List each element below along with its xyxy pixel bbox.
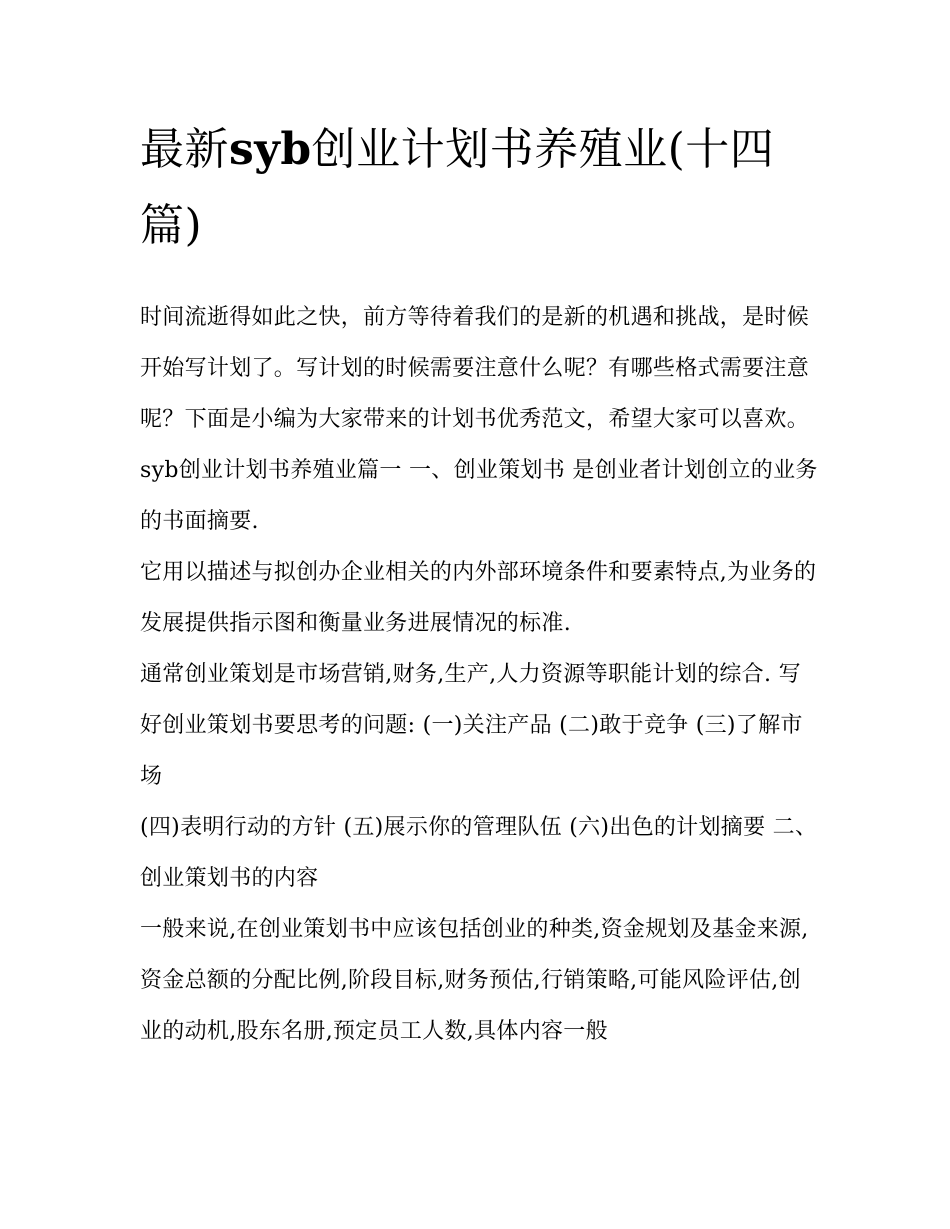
paragraph-purpose: 它用以描述与拟创办企业相关的内外部环境条件和要素特点,为业务的发展提供指示图和衡量业务进展情况的标准.	[140, 560, 817, 636]
paragraph-section-one: syb创业计划书养殖业篇一 一、创业策划书 是创业者计划创立的业务的书面摘要.	[140, 458, 818, 534]
paragraph-contents: 一般来说,在创业策划书中应该包括创业的种类,资金规划及基金来源,资金总额的分配比例,阶段目标,财务预估,行销策略,可能风险评估,创业的动机,股东名册,预定员工人数,具体内容一般	[140, 917, 809, 1044]
document-page	[140, 112, 820, 1057]
paragraph-questions: 通常创业策划是市场营销,财务,生产,人力资源等职能计划的综合. 写好创业策划书要思考的问题: (一)关注产品 (二)敢于竞争 (三)了解市场	[140, 662, 803, 789]
document-title: 最新syb创业计划书养殖业(十四篇)	[140, 124, 775, 251]
paragraph-questions-cont: (四)表明行动的方针 (五)展示你的管理队伍 (六)出色的计划摘要 二、创业策划书的内容	[140, 815, 818, 891]
title-bold-fragment: syb	[229, 124, 312, 175]
paragraph-intro: 时间流逝得如此之快，前方等待着我们的是新的机遇和挑战，是时候开始写计划了。写计划的时候需要注意什么呢？有哪些格式需要注意呢？下面是小编为大家带来的计划书优秀范文，希望大家可以喜欢。	[140, 305, 810, 432]
